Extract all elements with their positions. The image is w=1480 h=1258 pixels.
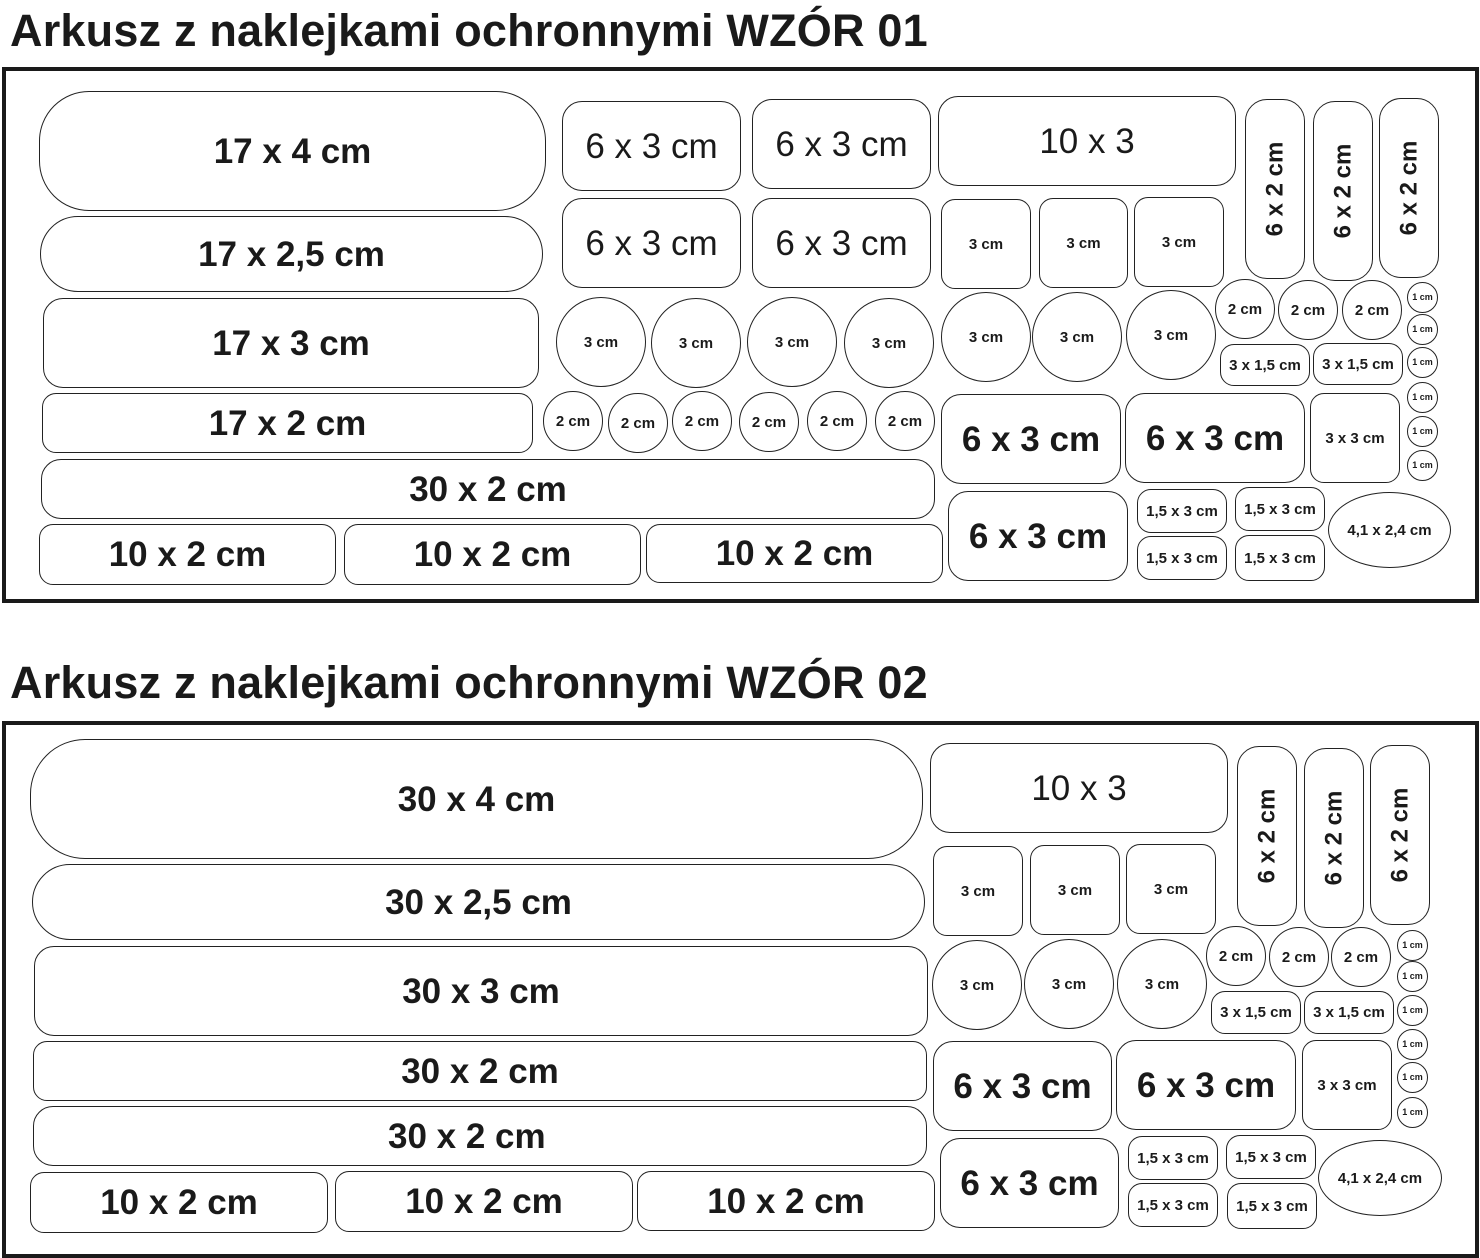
sticker-10x2: 10 x 2 cm: [39, 524, 336, 585]
sticker-17x4: 17 x 4 cm: [39, 91, 546, 211]
sticker-6x3: 6 x 3 cm: [562, 101, 741, 191]
sticker-3x3: 3 x 3 cm: [1302, 1040, 1392, 1130]
sticker-1cm-circle: 1 cm: [1407, 282, 1438, 313]
sticker-1cm-circle: 1 cm: [1397, 961, 1428, 992]
sticker-2cm-circle: 2 cm: [1278, 280, 1338, 340]
sticker-1cm-circle: 1 cm: [1397, 1029, 1428, 1060]
sticker-6x2-vertical: 6 x 2 cm: [1370, 745, 1430, 925]
sticker-10x3: 10 x 3: [930, 743, 1228, 833]
sticker-3cm-circle: 3 cm: [1117, 939, 1207, 1029]
sticker-6x2-vertical: 6 x 2 cm: [1237, 746, 1297, 926]
sticker-10x2: 10 x 2 cm: [344, 524, 641, 585]
sticker-1cm-circle: 1 cm: [1407, 314, 1438, 345]
sticker-30x2-5: 30 x 2,5 cm: [32, 864, 925, 940]
sticker-3cm-square: 3 cm: [933, 846, 1023, 936]
sticker-1cm-circle: 1 cm: [1397, 930, 1428, 961]
sticker-3cm-circle: 3 cm: [747, 297, 837, 387]
sticker-3cm-circle: 3 cm: [651, 298, 741, 388]
sticker-2cm-circle: 2 cm: [875, 391, 935, 451]
sticker-2cm-circle: 2 cm: [608, 393, 668, 453]
sticker-2cm-circle: 2 cm: [807, 391, 867, 451]
sticker-3cm-square: 3 cm: [1126, 844, 1216, 934]
sticker-2cm-circle: 2 cm: [739, 392, 799, 452]
sticker-2cm-circle: 2 cm: [1331, 927, 1391, 987]
sticker-6x2-vertical: 6 x 2 cm: [1245, 99, 1305, 279]
sticker-6x2-vertical: 6 x 2 cm: [1304, 748, 1364, 928]
sticker-3cm-square: 3 cm: [1030, 845, 1120, 935]
sticker-4-1x2-4-oval: 4,1 x 2,4 cm: [1318, 1140, 1442, 1216]
sticker-2cm-circle: 2 cm: [1206, 926, 1266, 986]
sticker-1-5x3: 1,5 x 3 cm: [1235, 535, 1325, 581]
sticker-3x1-5: 3 x 1,5 cm: [1304, 991, 1394, 1034]
sticker-4-1x2-4-oval: 4,1 x 2,4 cm: [1328, 492, 1451, 568]
sticker-2cm-circle: 2 cm: [672, 391, 732, 451]
sticker-3x1-5: 3 x 1,5 cm: [1313, 343, 1403, 385]
sticker-10x2: 10 x 2 cm: [335, 1171, 633, 1232]
sticker-1-5x3: 1,5 x 3 cm: [1128, 1183, 1218, 1227]
sticker-2cm-circle: 2 cm: [543, 391, 603, 451]
sticker-3x3: 3 x 3 cm: [1310, 393, 1400, 483]
sticker-17x2-5: 17 x 2,5 cm: [40, 216, 543, 292]
sticker-6x2-vertical: 6 x 2 cm: [1379, 98, 1439, 278]
sticker-30x2: 30 x 2 cm: [33, 1106, 927, 1166]
sticker-3cm-square: 3 cm: [1039, 198, 1128, 288]
sticker-1cm-circle: 1 cm: [1397, 995, 1428, 1026]
sticker-2cm-circle: 2 cm: [1269, 927, 1329, 987]
sticker-1-5x3: 1,5 x 3 cm: [1226, 1135, 1316, 1179]
sticker-1-5x3: 1,5 x 3 cm: [1235, 487, 1325, 531]
sticker-10x2: 10 x 2 cm: [30, 1172, 328, 1233]
sticker-30x3: 30 x 3 cm: [34, 946, 928, 1036]
sticker-3cm-circle: 3 cm: [844, 298, 934, 388]
sticker-3cm-square: 3 cm: [941, 199, 1031, 289]
sticker-6x3-bold: 6 x 3 cm: [940, 1138, 1119, 1228]
sticker-6x2-vertical: 6 x 2 cm: [1313, 101, 1373, 281]
sticker-3cm-circle: 3 cm: [1126, 290, 1216, 380]
sticker-10x2: 10 x 2 cm: [646, 524, 943, 583]
sticker-3cm-circle: 3 cm: [932, 940, 1022, 1030]
sticker-6x3: 6 x 3 cm: [562, 198, 741, 288]
sticker-17x2: 17 x 2 cm: [42, 393, 533, 453]
sticker-6x3-bold: 6 x 3 cm: [933, 1041, 1112, 1131]
sticker-17x3: 17 x 3 cm: [43, 298, 539, 388]
sticker-1cm-circle: 1 cm: [1407, 347, 1438, 378]
sticker-6x3-bold: 6 x 3 cm: [948, 491, 1128, 581]
sticker-3x1-5: 3 x 1,5 cm: [1211, 991, 1301, 1034]
sticker-1-5x3: 1,5 x 3 cm: [1137, 536, 1227, 580]
sticker-30x4: 30 x 4 cm: [30, 739, 923, 859]
sticker-30x2: 30 x 2 cm: [33, 1041, 927, 1101]
sticker-1cm-circle: 1 cm: [1397, 1062, 1428, 1093]
sticker-2cm-circle: 2 cm: [1342, 280, 1402, 340]
sticker-3cm-circle: 3 cm: [1024, 939, 1114, 1029]
sticker-3x1-5: 3 x 1,5 cm: [1220, 344, 1310, 386]
sticker-1-5x3: 1,5 x 3 cm: [1227, 1183, 1317, 1229]
sticker-1cm-circle: 1 cm: [1407, 382, 1438, 413]
sticker-3cm-circle: 3 cm: [941, 292, 1031, 382]
sticker-6x3-bold: 6 x 3 cm: [1125, 393, 1305, 483]
sticker-1cm-circle: 1 cm: [1397, 1097, 1428, 1128]
sticker-3cm-circle: 3 cm: [556, 297, 646, 387]
sticker-6x3: 6 x 3 cm: [752, 99, 931, 189]
sticker-30x2: 30 x 2 cm: [41, 459, 935, 519]
sticker-3cm-square: 3 cm: [1134, 197, 1224, 287]
sticker-3cm-circle: 3 cm: [1032, 292, 1122, 382]
sticker-2cm-circle: 2 cm: [1215, 279, 1275, 339]
sheet-title-02: Arkusz z naklejkami ochronnymi WZÓR 02: [10, 657, 928, 708]
sticker-6x3: 6 x 3 cm: [752, 198, 931, 288]
sticker-1-5x3: 1,5 x 3 cm: [1137, 489, 1227, 533]
sticker-6x3-bold: 6 x 3 cm: [941, 394, 1121, 484]
sticker-10x3: 10 x 3: [938, 96, 1236, 186]
sticker-1cm-circle: 1 cm: [1407, 416, 1438, 447]
sheet-title-01: Arkusz z naklejkami ochronnymi WZÓR 01: [10, 5, 928, 56]
sticker-10x2: 10 x 2 cm: [637, 1171, 935, 1231]
sticker-1cm-circle: 1 cm: [1407, 450, 1438, 481]
sticker-1-5x3: 1,5 x 3 cm: [1128, 1136, 1218, 1180]
sticker-6x3-bold: 6 x 3 cm: [1116, 1040, 1296, 1130]
